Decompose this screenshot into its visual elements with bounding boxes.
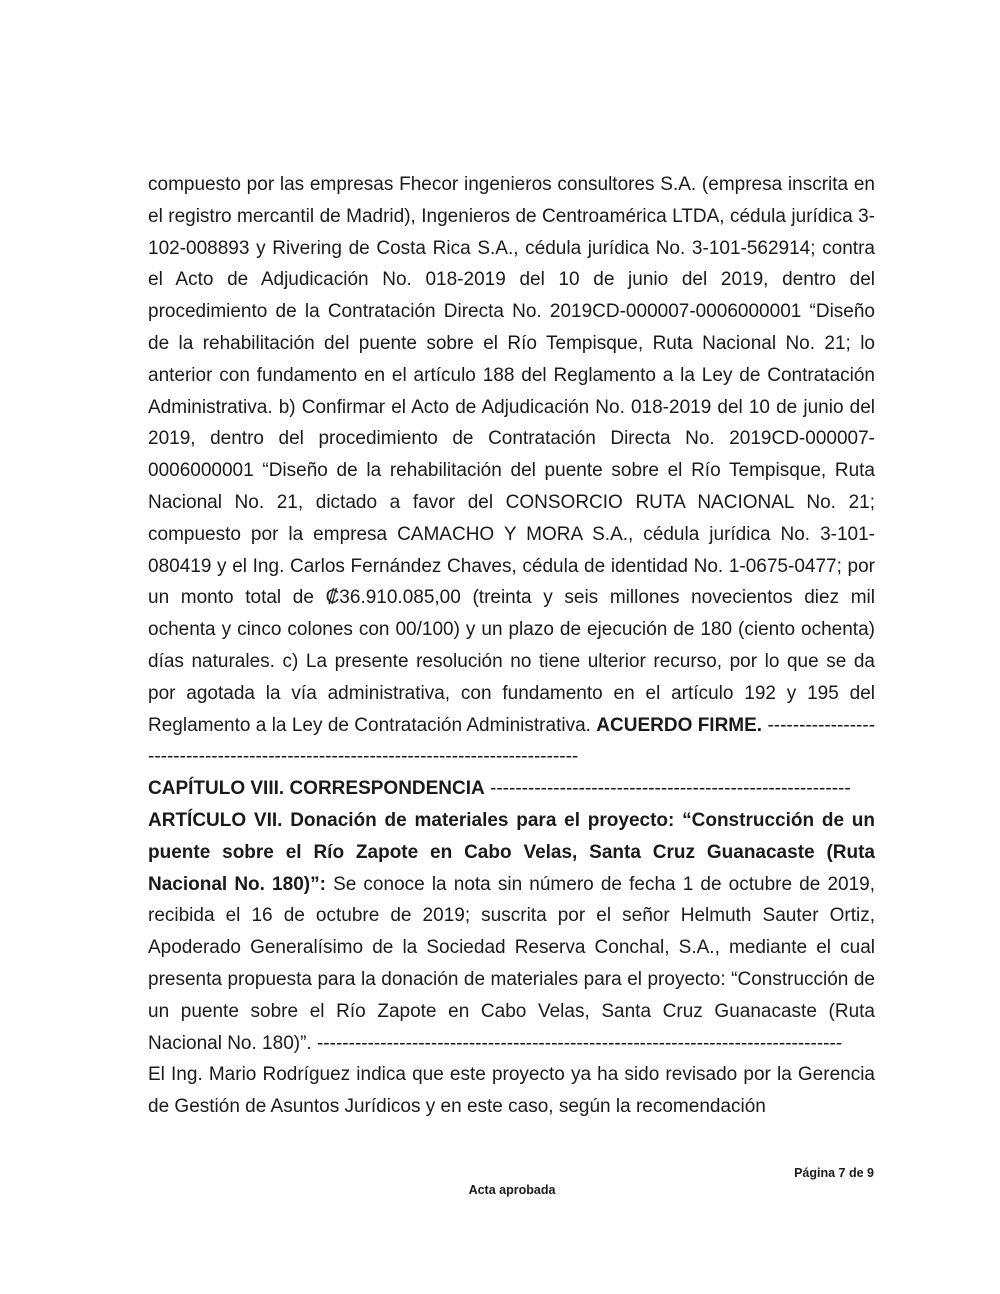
chapter-heading — [148, 773, 875, 805]
resolution-text: compuesto por las empresas Fhecor ingenieros consultores S.A. (empresa inscrita en el registro mercantil de Madrid), Ingenieros de Centroamérica LTDA, cédula jurídica 3-102-008893 y Rivering de Costa Rica S.A., cédula jurídica No. 3-101-562914; contra el Acto de Adjudicación No. 018-2019 del 10 de junio del 2019, dentro del procedimiento de la Contratación Directa No. 2019CD-000007-0006000001 “Diseño de la rehabilitación del puente sobre el Río Tempisque, Ruta Nacional No. 21; lo anterior con fundamento en el artículo 188 del Reglamento a la Ley de Contratación Administrativa. b) Confirmar el Acto de Adjudicación No. 018-2019 del 10 de junio del 2019, dentro del procedimiento de Contratación Directa No. 2019CD-000007-0006000001 “Diseño de la rehabilitación del puente sobre el Río Tempisque, Ruta Nacional No. 21, dictado a favor del CONSORCIO RUTA NACIONAL No. 21; compuesto por la empresa CAMACHO Y MORA S.A., cédula jurídica No. 3-101-080419 y el Ing. Carlos Fernández Chaves, cédula de identidad No. 1-0675-0477; por un monto total de ₡36.910.085,00 (treinta y seis millones novecientos diez mil ochenta y cinco colones con 00/100) y un plazo de ejecución de 180 (ciento ochenta) días naturales. c) La presente resolución no tiene ulterior recurso, por lo que se da por agotada la vía administrativa, con fundamento en el artículo 192 y 195 del Reglamento a la Ley de Contratación Administrativa. — [148, 174, 875, 736]
separator-dashes: ------------------------------------------------------------------------------------- — [148, 714, 876, 768]
page-number: Página 7 de 9 — [794, 1166, 874, 1180]
acuerdo-firme-label: ACUERDO FIRME. — [596, 714, 763, 736]
closing-text: El Ing. Mario Rodríguez indica que este proyecto ya ha sido revisado por la Gerencia de Gestión de Asuntos Jurídicos y en este caso, según la recomendación — [148, 1064, 875, 1118]
article-title: ARTÍCULO VII. Donación de materiales para el proyecto: “Construcción de un puente sobre el Río Zapote en Cabo Velas, Santa Cruz Guanacaste (Ruta Nacional No. 180)”: — [148, 809, 875, 895]
paragraph-resolution — [148, 169, 875, 773]
closing-paragraph — [148, 1059, 875, 1123]
footer-status: Acta aprobada — [468, 1183, 556, 1197]
document-body — [148, 169, 875, 1123]
article-paragraph — [148, 805, 875, 1059]
separator-dashes: ----------------------------------------------------------------------------------- — [316, 1032, 843, 1054]
chapter-title: CAPÍTULO VIII. CORRESPONDENCIA — [148, 778, 485, 800]
article-text: Se conoce la nota sin número de fecha 1 de octubre de 2019, recibida el 16 de octubre de 2019; suscrita por el señor Helmuth Sauter Ortiz, Apoderado Generalísimo de la Sociedad Reserva Conchal, S.A., mediante el cual presenta propuesta para la donación de materiales para el proyecto: “Construcción de un puente sobre el Río Zapote en Cabo Velas, Santa Cruz Guanacaste (Ruta Nacional No. 180)”. — [148, 873, 875, 1054]
separator-dashes: --------------------------------------------------------- — [490, 778, 851, 800]
